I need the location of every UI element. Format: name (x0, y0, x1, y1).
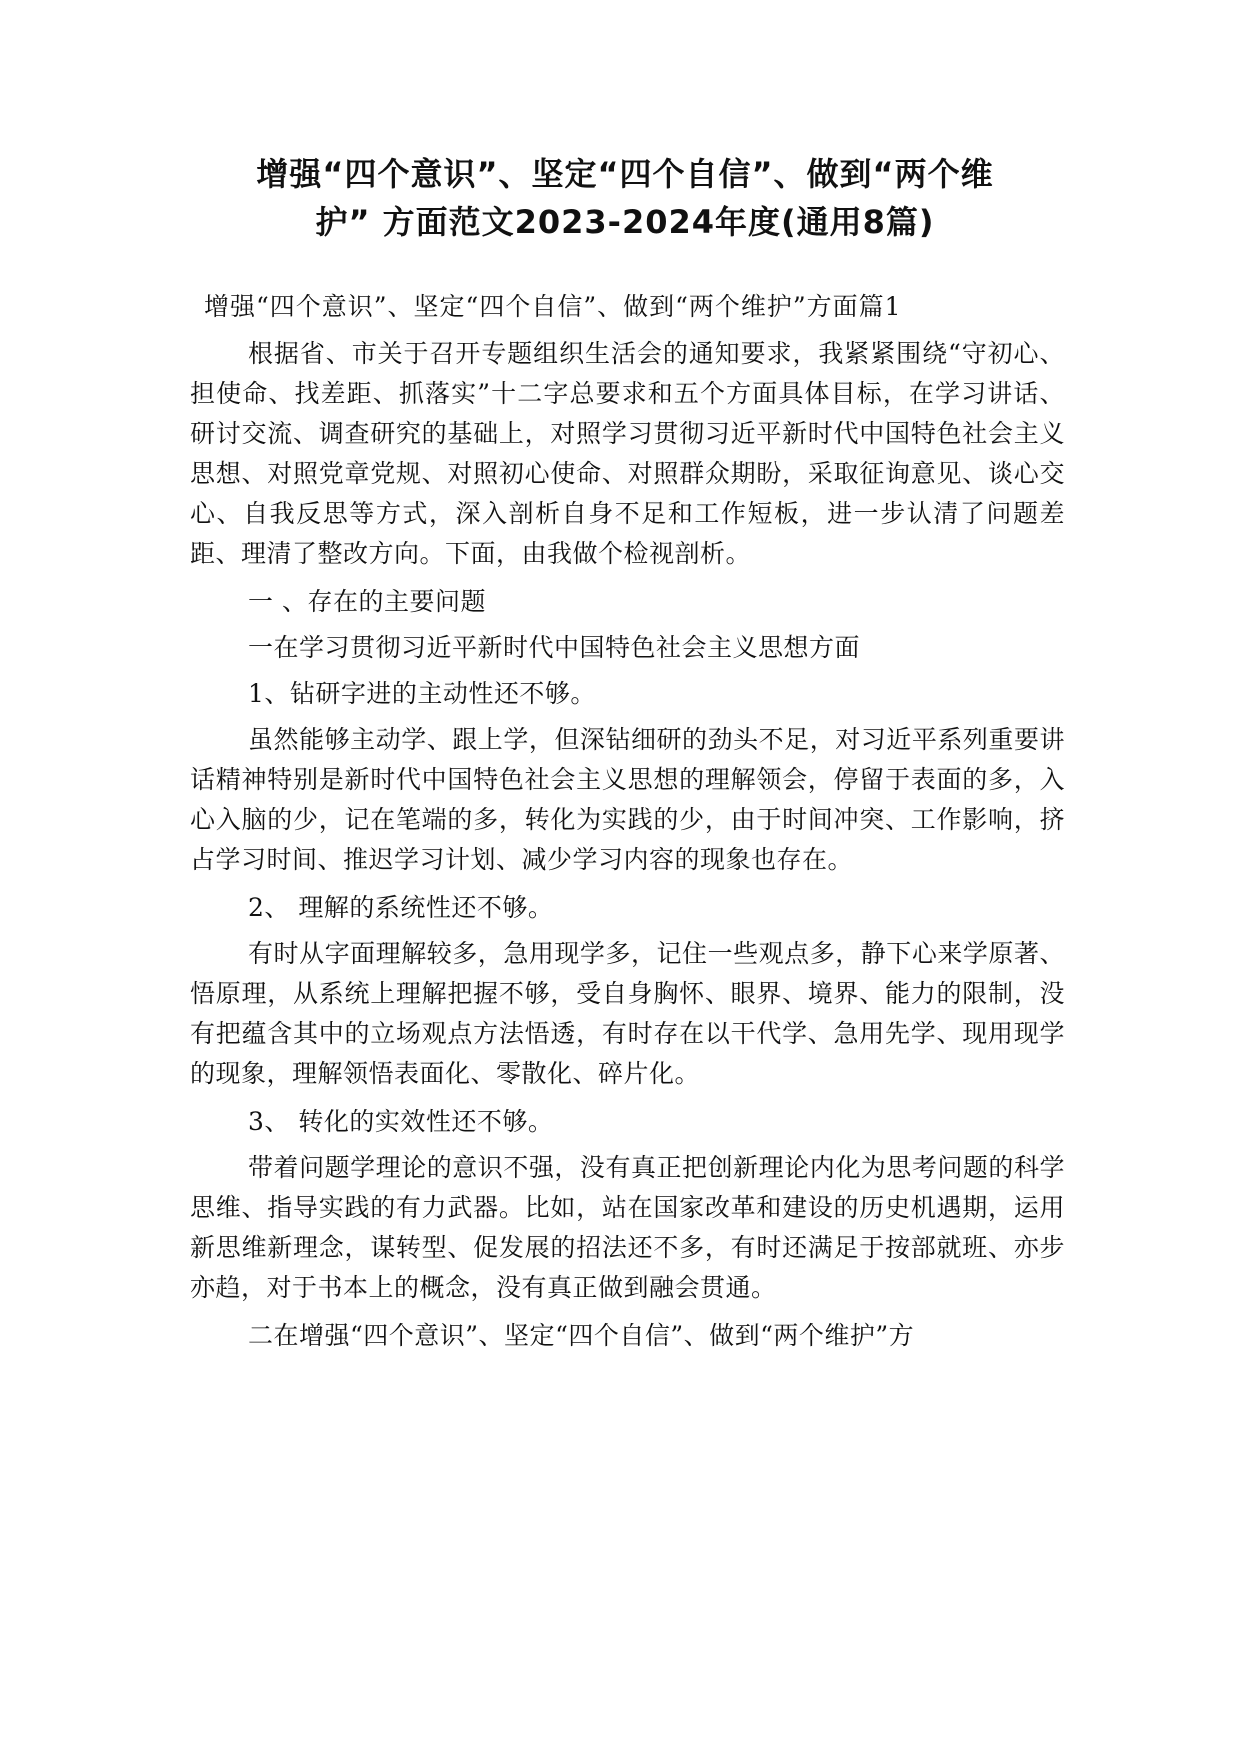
title-line-1: 增强“四个意识”、坚定“四个自信”、做到“两个维 (256, 155, 994, 193)
subsection-heading-two: 二在增强“四个意识”、坚定“四个自信”、做到“两个维护”方 (248, 1321, 915, 1350)
section-heading-problems: 一 、存在的主要问题 (248, 587, 486, 616)
intro-paragraph: 根据省、市关于召开专题组织生活会的通知要求，我紧紧围绕“守初心、担使命、找差距、抓落实”十二字总要求和五个方面具体目标，在学习讲话、研讨交流、调查研究的基础上，对照学习贯彻习近平新时代中国特色社会主义思想、对照党章党规、对照初心使命、对照群众期盼，采取征询意见、谈心交心、自我反思等方式，深入剖析自身不足和工作短板，进一步认清了问题差距、理清了整改方向。下面，由我做个检视剖析。 (190, 339, 1065, 568)
item-paragraph-2: 有时从字面理解较多，急用现学多，记住一些观点多，静下心来学原著、悟原理，从系统上理解把握不够，受自身胸怀、眼界、境界、能力的限制，没有把蕴含其中的立场观点方法悟透，有时存在以干代学、急用先学、现用现学的现象，理解领悟表面化、零散化、碎片化。 (190, 939, 1065, 1088)
title-line-2: 护” 方面范文2023-2024年度(通用8篇) (315, 203, 935, 241)
item-heading-1: 1、钻研字进的主动性还不够。 (248, 679, 596, 708)
chapter-heading: 增强“四个意识”、坚定“四个自信”、做到“两个维护”方面篇1 (204, 292, 902, 321)
subsection-heading-study: 一在学习贯彻习近平新时代中国特色社会主义思想方面 (248, 633, 861, 662)
item-heading-2: 2、 理解的系统性还不够。 (248, 893, 554, 922)
item-heading-3: 3、 转化的实效性还不够。 (248, 1107, 554, 1136)
document-title (230, 150, 1020, 246)
item-paragraph-1: 虽然能够主动学、跟上学，但深钻细研的劲头不足，对习近平系列重要讲话精神特别是新时代中国特色社会主义思想的理解领会，停留于表面的多，入心入脑的少，记在笔端的多，转化为实践的少，由于时间冲突、工作影响，挤占学习时间、推迟学习计划、减少学习内容的现象也存在。 (190, 725, 1065, 874)
document-body (190, 286, 1065, 1356)
item-paragraph-3: 带着问题学理论的意识不强，没有真正把创新理论内化为思考问题的科学思维、指导实践的有力武器。比如，站在国家改革和建设的历史机遇期，运用新思维新理念，谋转型、促发展的招法还不多，有时还满足于按部就班、亦步亦趋，对于书本上的概念，没有真正做到融会贯通。 (190, 1153, 1065, 1302)
